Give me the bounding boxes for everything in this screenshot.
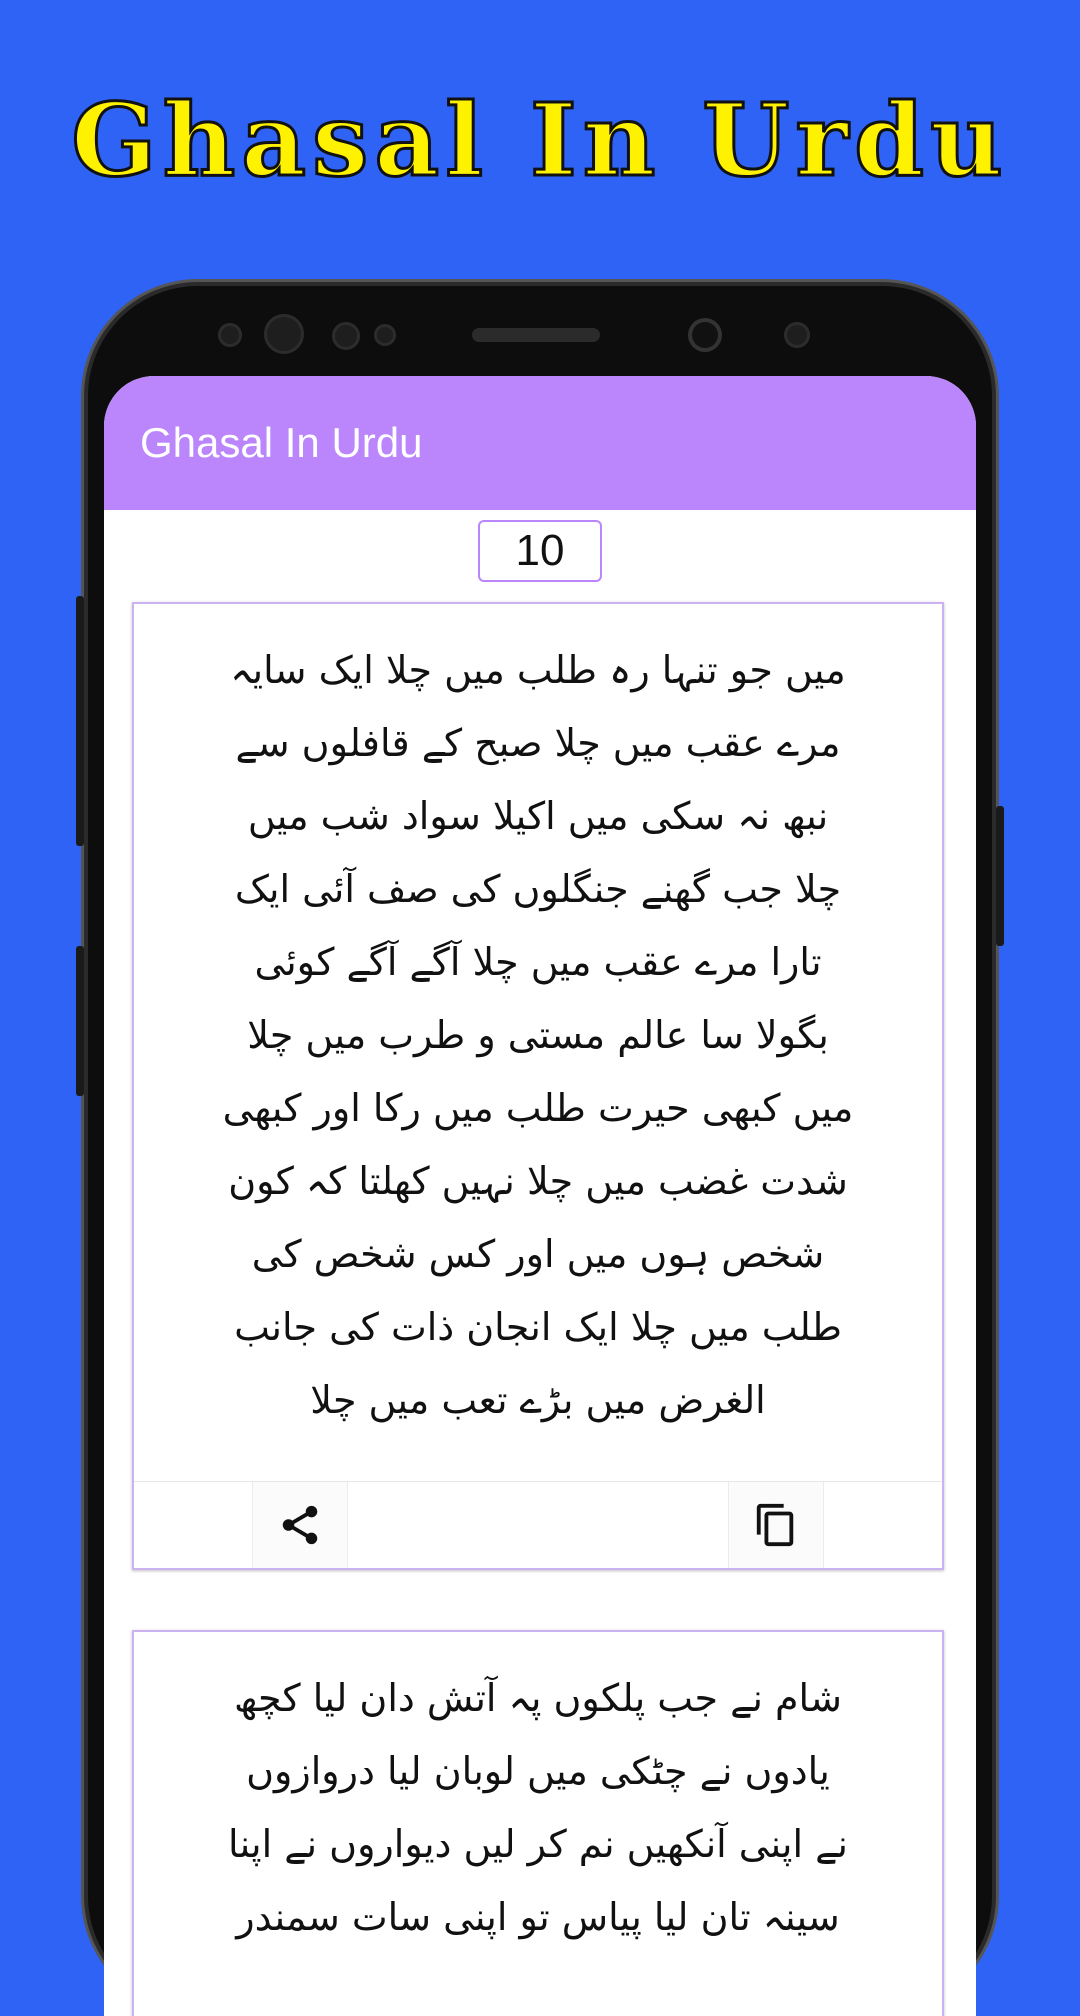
phone-sensor [332,322,360,350]
ghazal-line: نبھ نہ سکی میں اکیلا سواد شب میں [247,794,829,838]
ghazal-line: یادوں نے چٹکی میں لوبان لیا دروازوں [246,1749,830,1793]
copy-icon [753,1502,799,1548]
ghazal-text [134,604,942,1437]
ghazal-line: میں کبھی حیرت طلب میں رکا اور کبھی [222,1086,854,1130]
phone-frame [88,286,992,2006]
phone-power-button [996,806,1004,946]
ghazal-line: نے اپنی آنکھیں نم کر لیں دیواروں نے اپنا [228,1822,848,1866]
phone-sensor [264,314,304,354]
ghazal-card [132,1630,944,2016]
share-icon [277,1502,323,1548]
phone-side-button [76,596,84,846]
ghazal-text [134,1632,942,1954]
ghazal-line: شدت غضب میں چلا نہیں کھلتا کہ کون [228,1159,848,1203]
ghazal-line: چلا جب گھنے جنگلوں کی صف آئی ایک [234,867,842,911]
counter-row [104,520,976,582]
phone-sensor [784,322,810,348]
app-title: Ghasal In Urdu [140,419,423,466]
phone-earpiece [472,328,600,342]
app-bar [104,376,976,510]
ghazal-line: مرے عقب میں چلا صبح کے قافلوں سے [235,721,841,765]
ghazal-line: سینہ تان لیا پیاس تو اپنی سات سمندر [236,1895,840,1939]
front-camera [688,318,722,352]
promo-title: Ghasal In Urdu [71,81,1009,199]
ghazal-counter: 10 [478,520,602,582]
ghazal-line: بگولا سا عالم مستی و طرب میں چلا [247,1013,829,1057]
ghazal-line: طلب میں چلا ایک انجان ذات کی جانب [234,1305,842,1349]
phone-sensor [218,323,242,347]
phone-side-button [76,946,84,1096]
app-screen [104,376,976,2016]
copy-button[interactable] [728,1482,824,1568]
share-button[interactable] [252,1482,348,1568]
ghazal-line: الغرض میں بڑے تعب میں چلا [310,1378,766,1422]
ghazal-line: تارا مرے عقب میں چلا آگے آگے کوئی [254,940,822,984]
ghazal-line: میں جو تنہا رہ طلب میں چلا ایک سایہ [230,648,846,692]
ghazal-card [132,602,944,1570]
phone-sensor [374,324,396,346]
ghazal-line: شام نے جب پلکوں پہ آتش دان لیا کچھ [234,1676,842,1720]
ghazal-line: شخص ہوں میں اور کس شخص کی [251,1232,825,1276]
card-actions [134,1481,942,1568]
